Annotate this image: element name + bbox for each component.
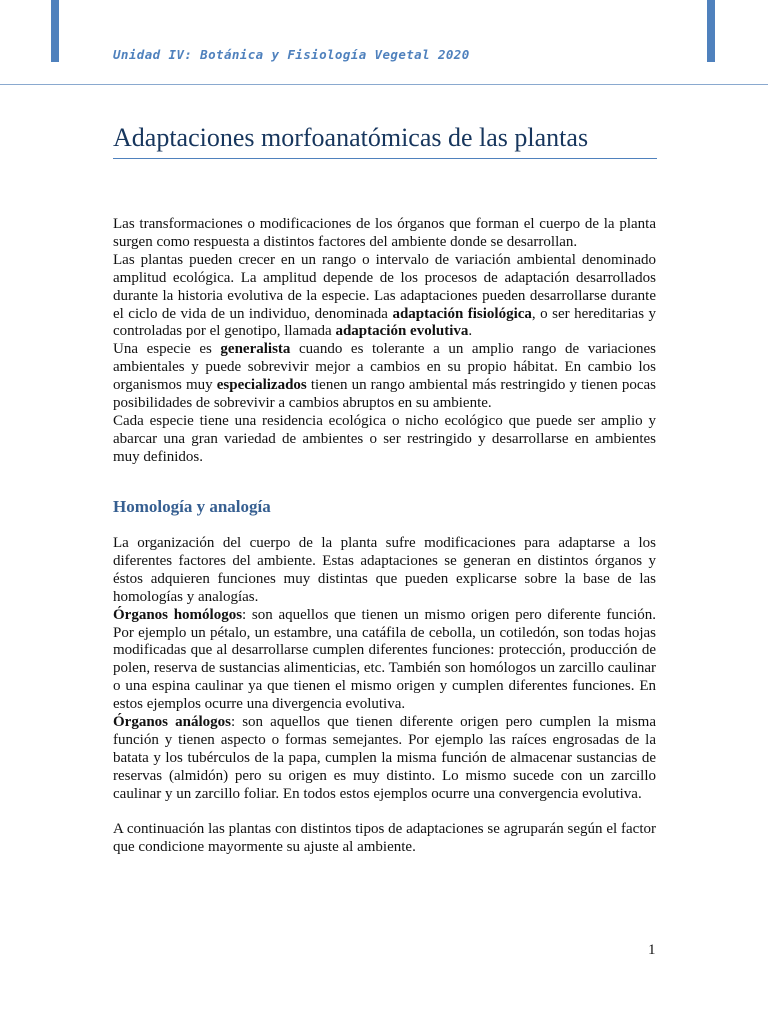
intro-paragraph-3-text-c: cuando es tolerante a un amplio rango de variaciones ambientales y puede sobrevivir mejor a cambios en su propio hábitat. En cambio los organismos muy	[113, 341, 656, 394]
homology-section	[113, 535, 656, 804]
header-left-accent-bar	[51, 0, 59, 62]
homologous-organs-text: : son aquellos que tienen un mismo origen pero diferente función. Por ejemplo un pétalo, un estambre, una catáfila de cebolla, un cotiledón, son todas hojas modificadas que al desarrollarse cumplen diferentes funciones: protección, producción de polen, reserva de sustancias alimenticias, etc. También son homólogos un zarcillo caulinar o una espina caulinar ya que tienen el mismo origen y cumplen diferentes funciones. En estos ejemplos ocurre una divergencia evolutiva.	[113, 606, 656, 713]
analogous-organs-text: : son aquellos que tienen diferente origen pero cumplen la misma función y tienen aspecto o formas semejantes. Por ejemplo las raíces engrosadas de la batata y los tubérculos de la papa, cumplen la misma función de almacenar sustancias de reservas (almidón) pero su origen es muy distinto. Lo mismo sucede con un zarcillo caulinar y un zarcillo foliar. En todos estos ejemplos ocurre una convergencia evolutiva.	[113, 714, 656, 802]
document-title: Adaptaciones morfoanatómicas de las plantas	[113, 123, 589, 152]
closing-paragraph: A continuación las plantas con distintos tipos de adaptaciones se agruparán según el factor que condicione mayormente su ajuste al ambiente.	[113, 821, 656, 855]
section-heading-block	[113, 497, 656, 517]
intro-paragraph-2-text-c: , o ser hereditarias y controladas por el genotipo, llamada	[113, 305, 656, 340]
homologous-organs-paragraph	[113, 607, 656, 714]
section-paragraph-1: La organización del cuerpo de la planta sufre modificaciones para adaptarse a los diferentes factores del ambiente. Estas adaptaciones se generan en distintos órganos y éstos adquieren funciones muy distintas que pueden explicarse sobre la base de las homologías y analogías.	[113, 535, 656, 605]
intro-paragraph-2	[113, 252, 656, 342]
intro-paragraph-2-text-e: .	[468, 323, 473, 340]
term-organos-homologos: Órganos homólogos	[113, 606, 243, 623]
term-organos-analogos: Órganos análogos	[113, 714, 231, 731]
closing-section	[113, 821, 656, 857]
term-generalista: generalista	[220, 341, 291, 358]
section-heading: Homología y analogía	[113, 497, 271, 516]
analogous-organs-paragraph	[113, 714, 656, 804]
page-number: 1	[648, 942, 656, 958]
header-right-accent-bar	[707, 0, 715, 62]
intro-section	[113, 216, 656, 467]
intro-paragraph-2-text-a: Las plantas pueden crecer en un rango o intervalo de variación ambiental denominado amplitud ecológica. La amplitud depende de los procesos de adaptación desarrollados durante la historia evolutiva de la especie. Las adaptaciones pueden desarrollarse durante el ciclo de vida de un individuo, denominada	[113, 251, 656, 322]
intro-paragraph-3-text-e: tienen un rango ambiental más restringido y tienen pocas posibilidades de sobrevivir a cambios abruptos en su ambiente.	[113, 377, 656, 412]
intro-paragraph-3-text-a: Una especie es	[113, 341, 221, 358]
term-especializados: especializados	[216, 377, 307, 394]
term-adaptacion-evolutiva: adaptación evolutiva	[335, 323, 469, 340]
intro-paragraph-3	[113, 341, 656, 413]
term-adaptacion-fisiologica: adaptación fisiológica	[392, 305, 532, 322]
header-divider	[0, 84, 768, 85]
header-title: Unidad IV: Botánica y Fisiología Vegetal 2020	[113, 47, 470, 62]
title-underline	[113, 158, 657, 159]
intro-paragraph-1: Las transformaciones o modificaciones de los órganos que forman el cuerpo de la planta surgen como respuesta a distintos factores del ambiente donde se desarrollan.	[113, 216, 656, 250]
intro-paragraph-4: Cada especie tiene una residencia ecológica o nicho ecológico que puede ser amplio y abarcar una gran variedad de ambientes o ser restringido y desarrollarse en ambientes muy definidos.	[113, 412, 656, 465]
